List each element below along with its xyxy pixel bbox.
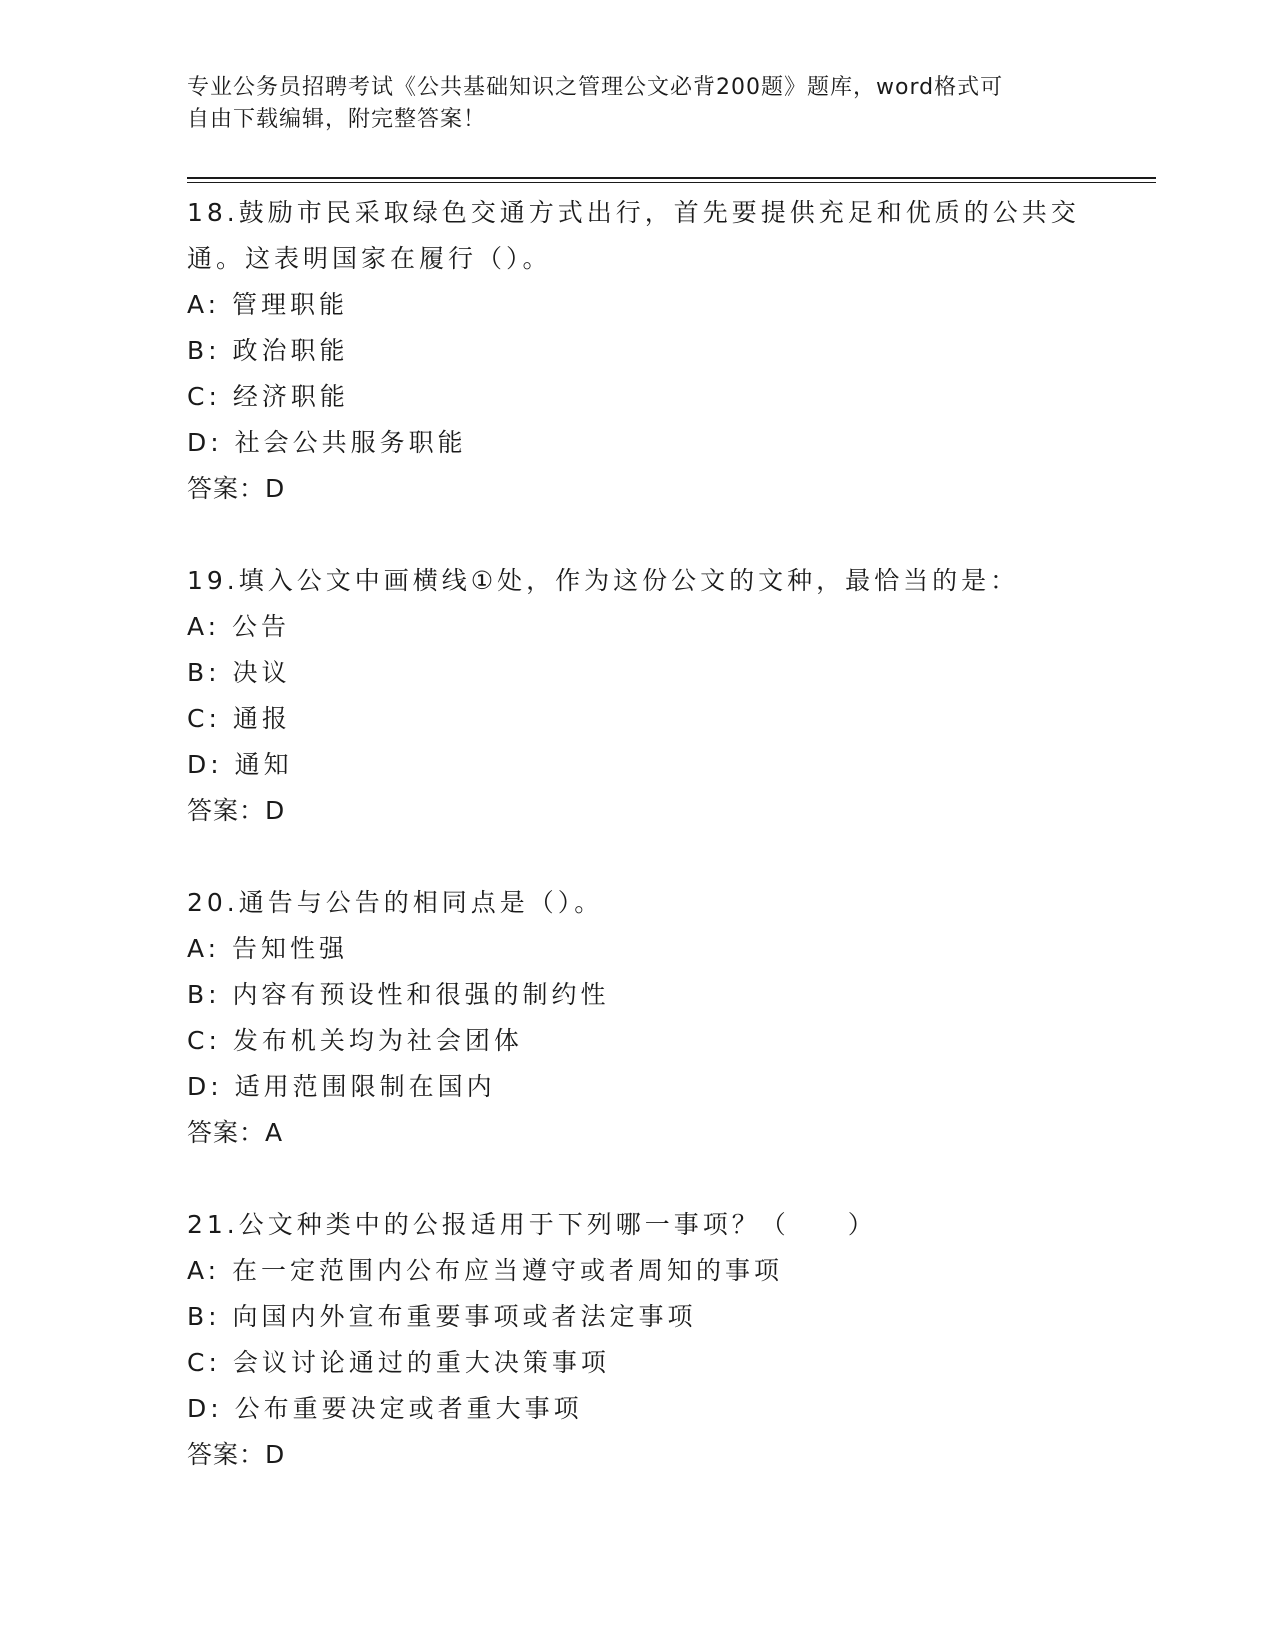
document-header — [187, 72, 1087, 136]
answer: 答案：D — [187, 474, 286, 503]
question-stem: 19.填入公文中画横线①处，作为这份公文的文种，最恰当的是： — [187, 566, 1020, 595]
question-list — [187, 190, 1087, 1524]
option-a: A: 管理职能 — [187, 290, 349, 319]
option-c: C: 经济职能 — [187, 382, 349, 411]
option-a: A: 公告 — [187, 612, 291, 641]
answer: 答案：D — [187, 796, 286, 825]
header-divider — [187, 177, 1156, 179]
option-d: D: 社会公共服务职能 — [187, 428, 467, 457]
header-line-2: 自由下载编辑，附完整答案！ — [187, 107, 487, 132]
question-19 — [187, 558, 1087, 834]
option-b: B: 政治职能 — [187, 336, 349, 365]
option-c: C: 通报 — [187, 704, 291, 733]
question-stem: 18.鼓励市民采取绿色交通方式出行，首先要提供充足和优质的公共交 — [187, 198, 1080, 227]
question-21 — [187, 1202, 1087, 1478]
question-18 — [187, 190, 1087, 512]
option-d: D: 适用范围限制在国内 — [187, 1072, 496, 1101]
header-divider-thin — [187, 182, 1156, 183]
option-b: B: 内容有预设性和很强的制约性 — [187, 980, 610, 1009]
option-d: D: 通知 — [187, 750, 293, 779]
question-stem-continued: 通。这表明国家在履行（）。 — [187, 244, 552, 273]
option-b: B: 向国内外宣布重要事项或者法定事项 — [187, 1302, 697, 1331]
question-20 — [187, 880, 1087, 1156]
question-stem: 20.通告与公告的相同点是（）。 — [187, 888, 604, 917]
answer: 答案：A — [187, 1118, 284, 1147]
option-c: C: 发布机关均为社会团体 — [187, 1026, 523, 1055]
option-a: A: 在一定范围内公布应当遵守或者周知的事项 — [187, 1256, 784, 1285]
option-d: D: 公布重要决定或者重大事项 — [187, 1394, 583, 1423]
option-a: A: 告知性强 — [187, 934, 349, 963]
option-b: B: 决议 — [187, 658, 291, 687]
header-line-1: 专业公务员招聘考试《公共基础知识之管理公文必背200题》题库，word格式可 — [187, 75, 1004, 100]
option-c: C: 会议讨论通过的重大决策事项 — [187, 1348, 610, 1377]
question-stem: 21.公文种类中的公报适用于下列哪一事项？（ ） — [187, 1210, 877, 1239]
answer: 答案：D — [187, 1440, 286, 1469]
